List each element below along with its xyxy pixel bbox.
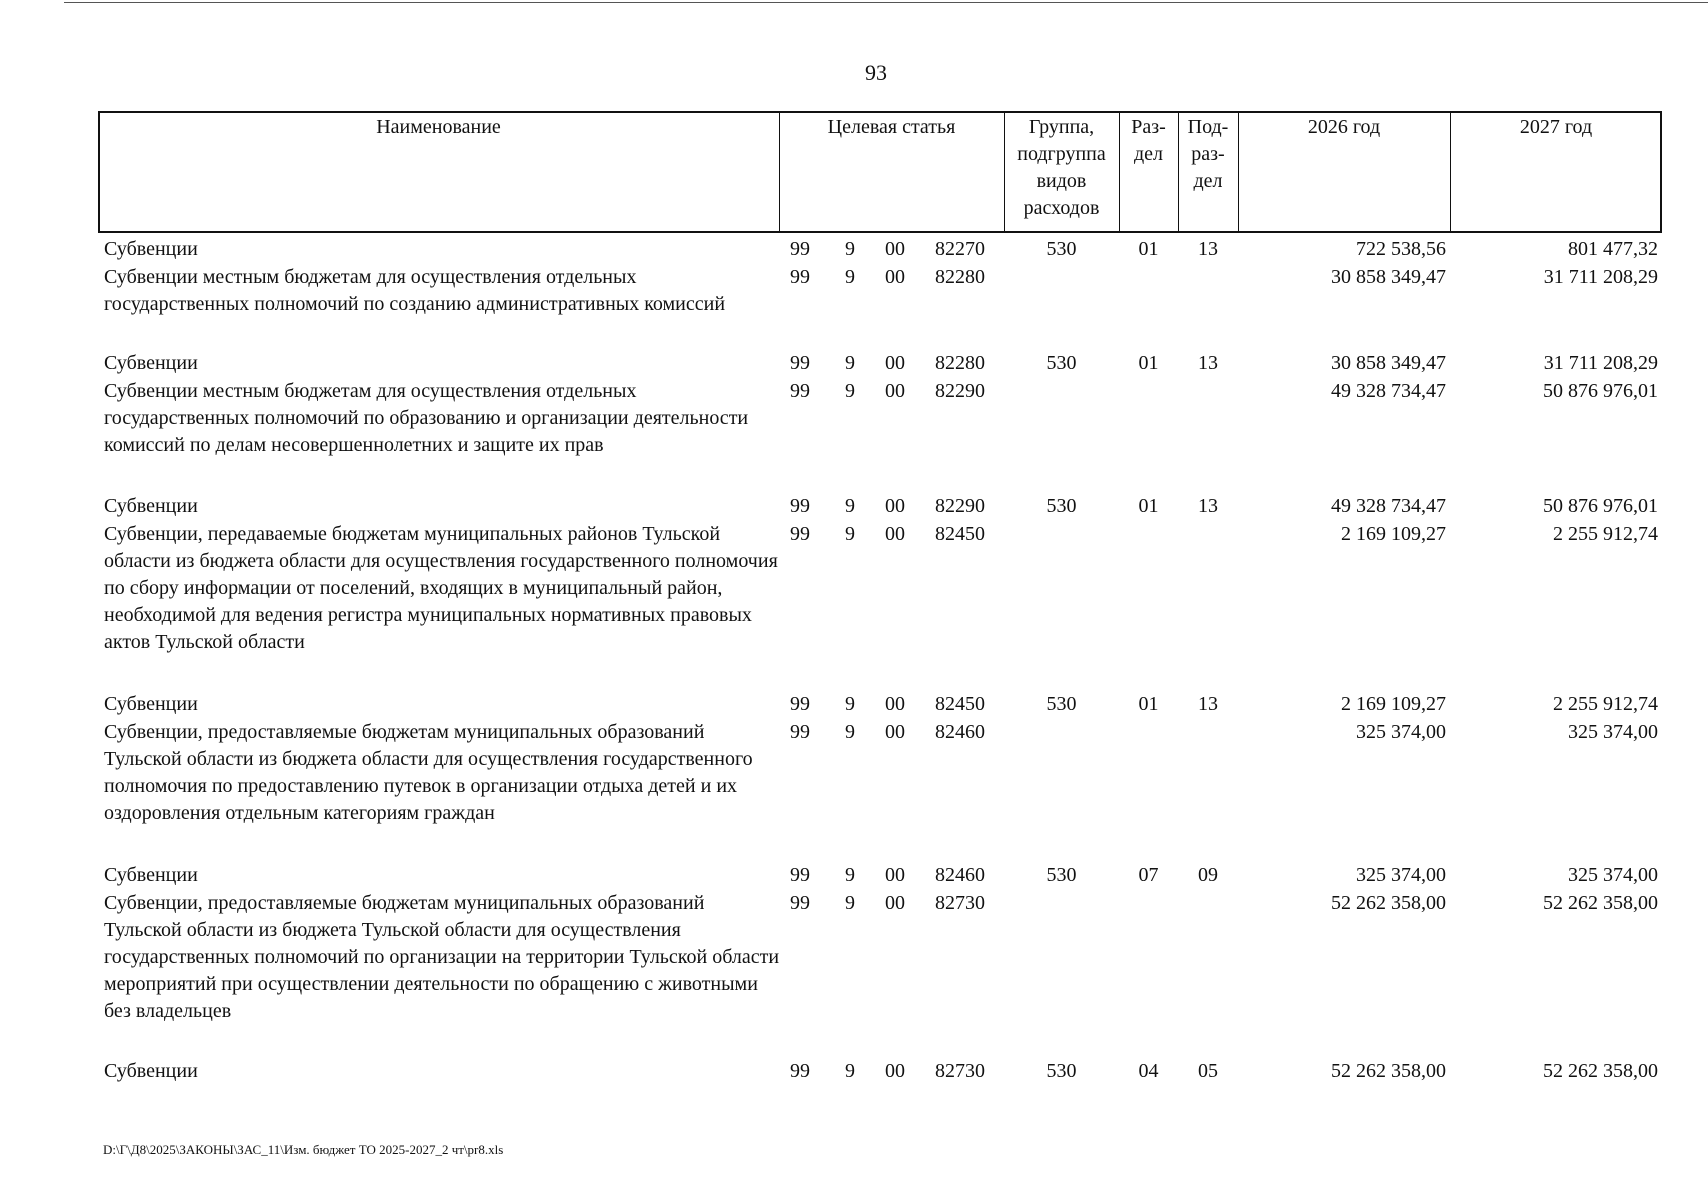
row-target-direction: 82460 — [935, 864, 985, 886]
row-target-direction: 82280 — [935, 352, 985, 374]
row-target-main-activity: 00 — [885, 892, 905, 914]
row-target-main-activity: 00 — [885, 352, 905, 374]
row-target-main-activity: 00 — [885, 693, 905, 715]
row-target-subprogram: 9 — [845, 352, 855, 374]
row-target-direction: 82270 — [935, 238, 985, 260]
row-target-main-activity: 00 — [885, 1060, 905, 1082]
row-razdel: 01 — [1138, 352, 1159, 374]
row-target-subprogram: 9 — [845, 495, 855, 517]
row-group: 530 — [1046, 693, 1077, 715]
top-rule — [64, 2, 1708, 3]
row-amount-2026: 52 262 358,00 — [1331, 1060, 1446, 1082]
row-target-subprogram: 9 — [845, 1060, 855, 1082]
row-razdel: 01 — [1138, 693, 1159, 715]
row-amount-2027: 31 711 208,29 — [1543, 266, 1658, 288]
row-target-subprogram: 9 — [845, 892, 855, 914]
row-podrazdel: 13 — [1198, 352, 1218, 374]
row-target-subprogram: 9 — [845, 238, 855, 260]
row-target-program: 99 — [790, 266, 810, 288]
row-group: 530 — [1046, 495, 1077, 517]
header-2027: 2027 год — [1519, 116, 1593, 138]
row-target-direction: 82730 — [935, 892, 985, 914]
row-amount-2026: 52 262 358,00 — [1331, 892, 1446, 914]
row-target-main-activity: 00 — [885, 721, 905, 743]
row-target-main-activity: 00 — [885, 495, 905, 517]
row-amount-2026: 49 328 734,47 — [1331, 495, 1446, 517]
row-target-program: 99 — [790, 352, 810, 374]
row-amount-2027: 2 255 912,74 — [1553, 693, 1658, 715]
page-number: 93 — [865, 60, 887, 85]
row-target-main-activity: 00 — [885, 523, 905, 545]
row-amount-2026: 30 858 349,47 — [1331, 266, 1446, 288]
file-path-footer: D:\Г\Д8\2025\ЗАКОНЫ\ЗАС_11\Изм. бюджет ТО 2025-2027_2 чт\pr8.xls — [103, 1142, 504, 1157]
row-target-subprogram: 9 — [845, 523, 855, 545]
row-name: Субвенции — [104, 1060, 198, 1082]
row-target-program: 99 — [790, 238, 810, 260]
row-group: 530 — [1046, 864, 1077, 886]
row-amount-2027: 50 876 976,01 — [1543, 380, 1658, 402]
row-amount-2026: 49 328 734,47 — [1331, 380, 1446, 402]
row-group: 530 — [1046, 352, 1077, 374]
row-razdel: 01 — [1138, 495, 1159, 517]
row-name: Субвенции местным бюджетам для осуществления отдельных государственных полномочий по образованию и организации деятельности комиссий по делам несовершеннолетних и защите их прав — [104, 380, 749, 456]
row-amount-2027: 325 374,00 — [1568, 721, 1658, 743]
header-2026: 2026 год — [1307, 116, 1381, 138]
row-target-program: 99 — [790, 693, 810, 715]
row-amount-2026: 2 169 109,27 — [1341, 693, 1446, 715]
row-amount-2026: 722 538,56 — [1356, 238, 1446, 260]
row-name: Субвенции, предоставляемые бюджетам муниципальных образований Тульской области из бюджета области для осуществления государственного полномочия по предоставлению путевок в организации отдыха детей и их оздоровления отдельным категориям граждан — [104, 721, 753, 824]
header-group: Группа, подгруппа видов расходов — [1017, 116, 1106, 219]
header-razdel: Раз- дел — [1131, 116, 1166, 165]
row-name: Субвенции, передаваемые бюджетам муниципальных районов Тульской области из бюджета области для осуществления государственного полномочия по сбору информации от поселений, входящих в муниципальный район, необходимой для ведения регистра муниципальных нормативных правовых актов Тульской области — [104, 523, 778, 653]
row-target-program: 99 — [790, 523, 810, 545]
row-target-program: 99 — [790, 864, 810, 886]
row-target-program: 99 — [790, 495, 810, 517]
row-name: Субвенции — [104, 238, 198, 260]
row-razdel: 07 — [1138, 864, 1159, 886]
row-target-subprogram: 9 — [845, 721, 855, 743]
row-podrazdel: 13 — [1198, 693, 1218, 715]
row-target-program: 99 — [790, 1060, 810, 1082]
row-name: Субвенции, предоставляемые бюджетам муниципальных образований Тульской области из бюджета Тульской области для осуществления государственных полномочий по организации на территории Тульской области мероприятий при осуществлении деятельности по обращению с животными без владельцев — [104, 892, 780, 1022]
row-name: Субвенции — [104, 693, 198, 715]
row-amount-2027: 31 711 208,29 — [1543, 352, 1658, 374]
row-target-main-activity: 00 — [885, 266, 905, 288]
row-target-direction: 82280 — [935, 266, 985, 288]
row-amount-2027: 52 262 358,00 — [1543, 1060, 1658, 1082]
row-amount-2027: 50 876 976,01 — [1543, 495, 1658, 517]
row-name: Субвенции местным бюджетам для осуществления отдельных государственных полномочий по созданию административных комиссий — [104, 266, 726, 315]
row-target-direction: 82460 — [935, 721, 985, 743]
row-amount-2027: 2 255 912,74 — [1553, 523, 1658, 545]
row-target-subprogram: 9 — [845, 693, 855, 715]
row-name: Субвенции — [104, 864, 198, 886]
row-amount-2027: 325 374,00 — [1568, 864, 1658, 886]
row-razdel: 04 — [1138, 1060, 1159, 1082]
row-target-subprogram: 9 — [845, 380, 855, 402]
row-target-program: 99 — [790, 380, 810, 402]
row-target-direction: 82450 — [935, 523, 985, 545]
row-target-direction: 82450 — [935, 693, 985, 715]
row-amount-2027: 52 262 358,00 — [1543, 892, 1658, 914]
row-target-direction: 82290 — [935, 495, 985, 517]
row-podrazdel: 13 — [1198, 495, 1218, 517]
header-target: Целевая статья — [827, 116, 956, 138]
row-target-subprogram: 9 — [845, 266, 855, 288]
row-target-main-activity: 00 — [885, 238, 905, 260]
row-group: 530 — [1046, 1060, 1077, 1082]
row-target-main-activity: 00 — [885, 864, 905, 886]
row-name: Субвенции — [104, 352, 198, 374]
row-amount-2026: 325 374,00 — [1356, 721, 1446, 743]
row-razdel: 01 — [1138, 238, 1159, 260]
row-podrazdel: 09 — [1198, 864, 1218, 886]
row-amount-2026: 30 858 349,47 — [1331, 352, 1446, 374]
row-amount-2026: 2 169 109,27 — [1341, 523, 1446, 545]
row-target-direction: 82730 — [935, 1060, 985, 1082]
row-target-direction: 82290 — [935, 380, 985, 402]
row-target-program: 99 — [790, 892, 810, 914]
row-amount-2026: 325 374,00 — [1356, 864, 1446, 886]
row-target-program: 99 — [790, 721, 810, 743]
row-name: Субвенции — [104, 495, 198, 517]
header-name: Наименование — [376, 116, 501, 138]
row-target-main-activity: 00 — [885, 380, 905, 402]
row-podrazdel: 13 — [1198, 238, 1218, 260]
row-group: 530 — [1046, 238, 1077, 260]
header-podrazdel: Под- раз- дел — [1187, 116, 1229, 192]
row-podrazdel: 05 — [1198, 1060, 1218, 1082]
row-target-subprogram: 9 — [845, 864, 855, 886]
row-amount-2027: 801 477,32 — [1568, 238, 1658, 260]
